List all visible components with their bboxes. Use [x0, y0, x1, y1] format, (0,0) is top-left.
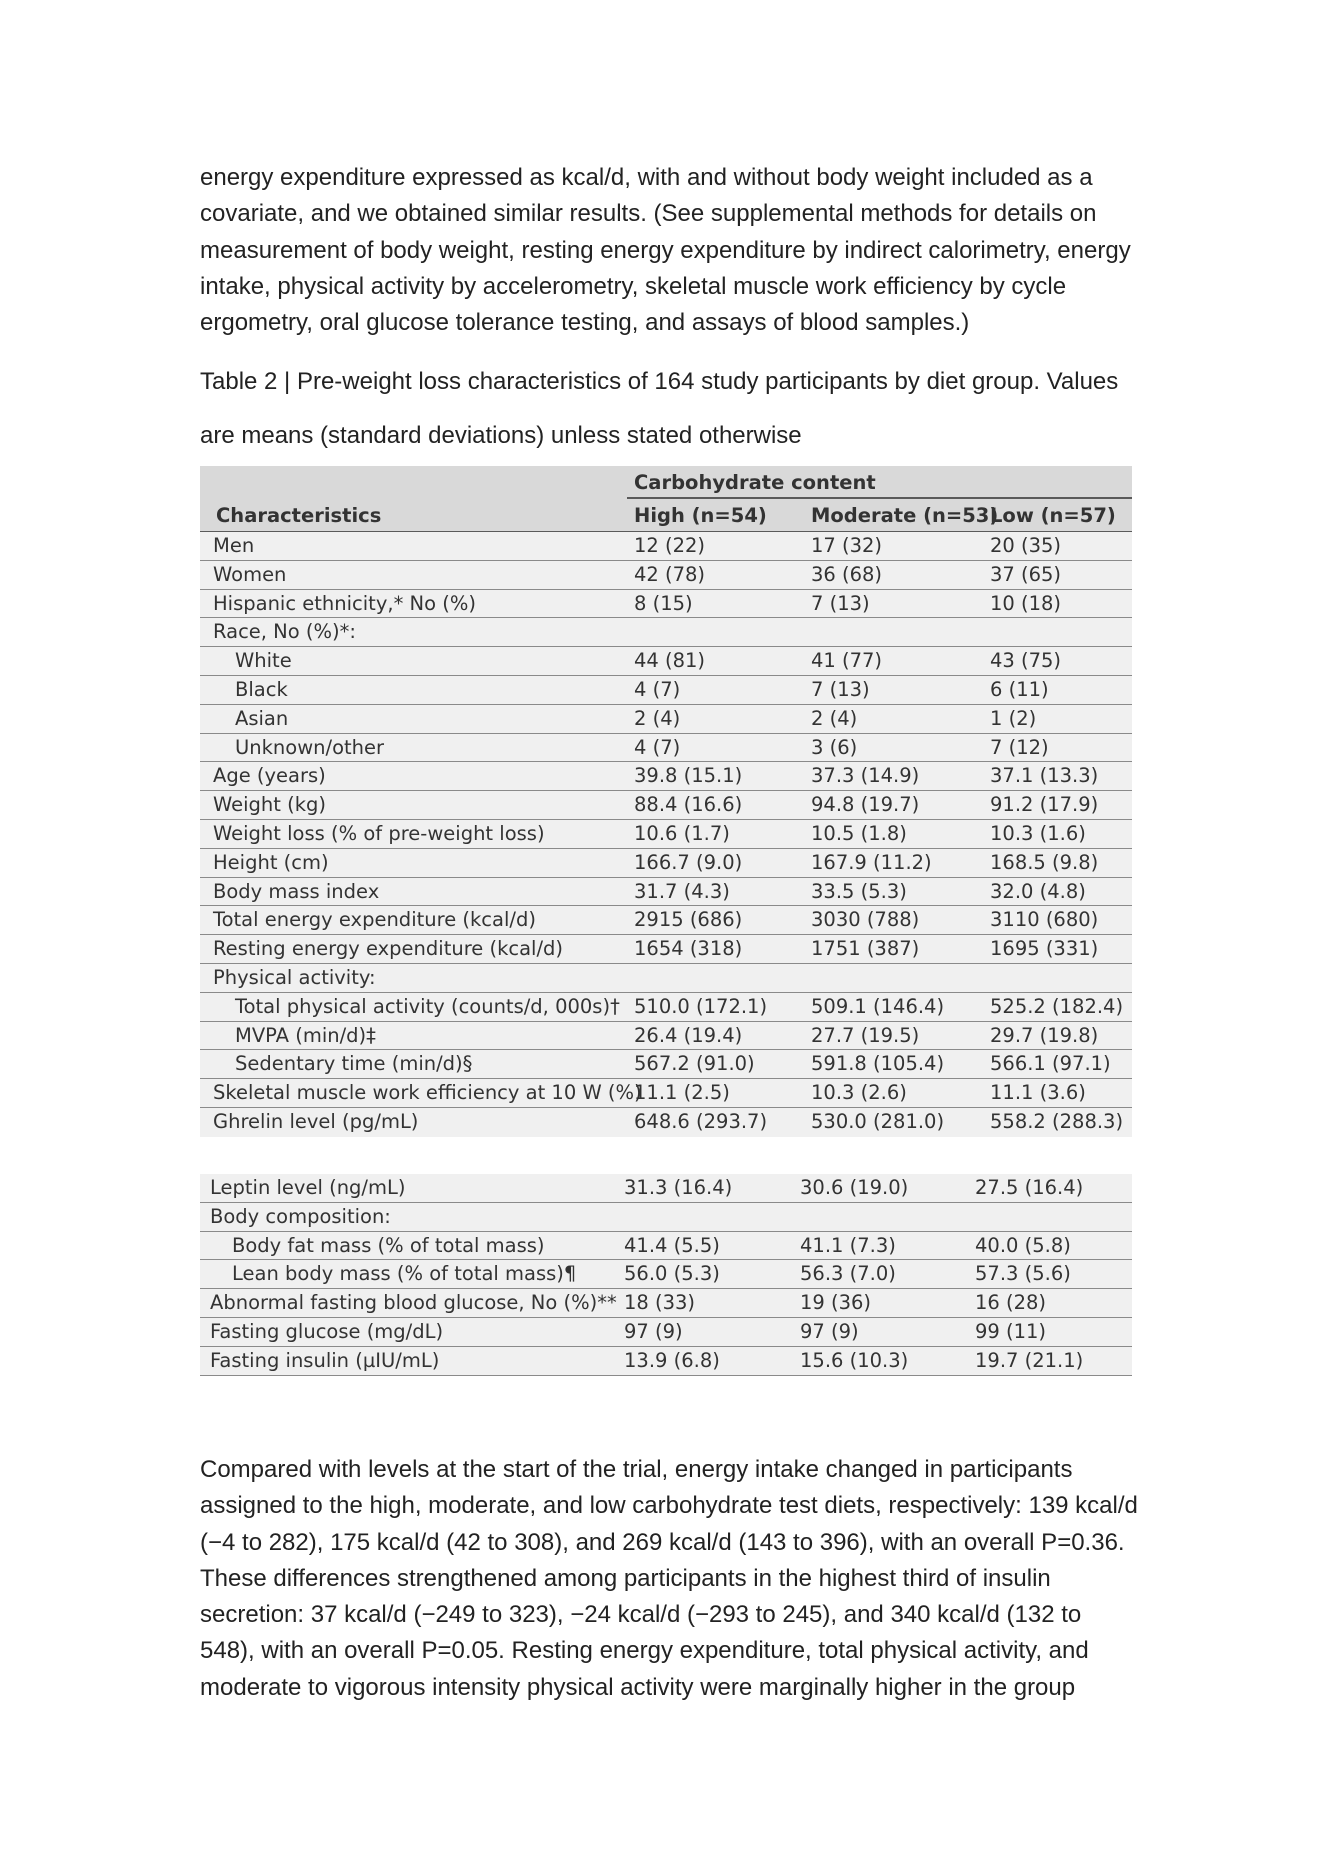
cell-high: 41.4 (5.5) [624, 1233, 720, 1257]
row-label: Weight loss (% of pre-weight loss) [213, 821, 545, 845]
cell-moderate: 37.3 (14.9) [811, 764, 920, 788]
table-row [200, 993, 1132, 1022]
cell-low: 20 (35) [990, 534, 1062, 557]
table-body-part2 [200, 1174, 1132, 1376]
cell-moderate: 41 (77) [811, 649, 883, 673]
cell-moderate: 7 (13) [811, 591, 870, 615]
table-row [200, 561, 1132, 590]
table-row [200, 762, 1132, 791]
cell-moderate: 2 (4) [811, 706, 858, 730]
closing-paragraph: Compared with levels at the start of the trial, energy intake changed in participants assigned to the high, moderate, and low carbohydrate test diets, respectively: 139 kcal/d (−4 to 282), 175 kcal/d (42 to 308), and 269 kcal/d (143 to 396), with an overall P=0.36. These differences strengthened among participants in the highest third of insulin secretion: 37 kcal/d (−249 to 323), −24 kcal/d (−293 to 245), and 340 kcal/d (132 to 548), with an overall P=0.05. Resting energy expenditure, total physical activity, and moderate to vigorous intensity physical activity were marginally higher in the group [200, 1456, 1138, 1701]
table-row [200, 1318, 1132, 1347]
row-label: Black [235, 677, 288, 701]
table-row [200, 906, 1132, 935]
row-label: Hispanic ethnicity,* No (%) [213, 591, 476, 615]
characteristics-table-continued [200, 1174, 1132, 1376]
cell-moderate: 10.3 (2.6) [811, 1081, 907, 1105]
table-row [200, 1079, 1132, 1108]
row-label: Women [213, 562, 287, 586]
cell-moderate: 19 (36) [800, 1291, 872, 1315]
cell-low: 43 (75) [990, 649, 1062, 673]
row-label: Fasting glucose (mg/dL) [210, 1319, 444, 1343]
row-label: Lean body mass (% of total mass)¶ [232, 1262, 577, 1286]
cell-low: 37.1 (13.3) [990, 764, 1099, 788]
cell-moderate: 27.7 (19.5) [811, 1023, 920, 1047]
table-row [200, 590, 1132, 619]
row-label: Sedentary time (min/d)§ [235, 1052, 473, 1076]
cell-low: 1695 (331) [990, 937, 1099, 961]
row-label: MVPA (min/d)‡ [235, 1023, 376, 1047]
row-label: Body fat mass (% of total mass) [232, 1233, 545, 1257]
cell-low: 29.7 (19.8) [990, 1023, 1099, 1047]
characteristics-table [200, 466, 1132, 1137]
cell-high: 11.1 (2.5) [634, 1081, 730, 1105]
cell-high: 2915 (686) [634, 908, 743, 932]
table-row [200, 1232, 1132, 1261]
cell-high: 12 (22) [634, 534, 706, 557]
cell-moderate: 97 (9) [800, 1319, 859, 1343]
cell-low: 37 (65) [990, 562, 1062, 586]
cell-high: 4 (7) [634, 735, 681, 759]
table-row [200, 676, 1132, 705]
cell-low: 16 (28) [975, 1291, 1047, 1315]
row-label: Abnormal fasting blood glucose, No (%)** [210, 1291, 617, 1315]
cell-low: 57.3 (5.6) [975, 1262, 1071, 1286]
table-row [200, 791, 1132, 820]
cell-moderate: 30.6 (19.0) [800, 1176, 909, 1199]
table-row [200, 1260, 1132, 1289]
cell-high: 56.0 (5.3) [624, 1262, 720, 1286]
cell-high: 31.3 (16.4) [624, 1176, 733, 1199]
intro-paragraph: energy expenditure expressed as kcal/d, with and without body weight included as a covariate, and we obtained similar results. (See supplemental methods for details on measurement of body weight, resting energy expenditure by indirect calorimetry, energy intake, physical activity by accelerometry, skeletal muscle work efficiency by cycle ergometry, oral glucose tolerance testing, and assays of blood samples.) [200, 164, 1131, 337]
cell-low: 99 (11) [975, 1319, 1047, 1343]
row-label: Unknown/other [235, 735, 385, 759]
cell-moderate: 591.8 (105.4) [811, 1052, 945, 1076]
table-row [200, 734, 1132, 763]
table-row [200, 1289, 1132, 1318]
cell-high: 510.0 (172.1) [634, 994, 768, 1018]
table-row [200, 964, 1132, 993]
cell-low: 19.7 (21.1) [975, 1348, 1084, 1372]
cell-low: 32.0 (4.8) [990, 879, 1086, 903]
column-header-characteristics: Characteristics [216, 504, 382, 527]
cell-low: 11.1 (3.6) [990, 1081, 1086, 1105]
cell-low: 566.1 (97.1) [990, 1052, 1111, 1076]
table-row [200, 878, 1132, 907]
row-label: Weight (kg) [213, 793, 327, 817]
cell-moderate: 17 (32) [811, 534, 883, 557]
cell-low: 6 (11) [990, 677, 1049, 701]
cell-moderate: 530.0 (281.0) [811, 1109, 945, 1133]
cell-low: 7 (12) [990, 735, 1049, 759]
cell-low: 558.2 (288.3) [990, 1109, 1124, 1133]
table-body-part1 [200, 532, 1132, 1137]
table-header [200, 466, 1132, 532]
table-row [200, 849, 1132, 878]
cell-low: 10 (18) [990, 591, 1062, 615]
table-row [200, 1174, 1132, 1203]
table-row [200, 532, 1132, 561]
column-header-high: High (n=54) [634, 504, 767, 527]
cell-moderate: 41.1 (7.3) [800, 1233, 896, 1257]
row-label: Leptin level (ng/mL) [210, 1176, 406, 1199]
cell-high: 648.6 (293.7) [634, 1109, 768, 1133]
table-row [200, 1203, 1132, 1232]
cell-moderate: 10.5 (1.8) [811, 821, 907, 845]
table-row [200, 1022, 1132, 1051]
cell-low: 168.5 (9.8) [990, 850, 1099, 874]
column-header-moderate: Moderate (n=53) [811, 504, 999, 527]
cell-moderate: 7 (13) [811, 677, 870, 701]
table-row [200, 1050, 1132, 1079]
row-label: Height (cm) [213, 850, 329, 874]
table-row [200, 705, 1132, 734]
cell-high: 13.9 (6.8) [624, 1348, 720, 1372]
cell-low: 525.2 (182.4) [990, 994, 1124, 1018]
cell-low: 27.5 (16.4) [975, 1176, 1084, 1199]
row-label: Body mass index [213, 879, 380, 903]
cell-high: 26.4 (19.4) [634, 1023, 743, 1047]
cell-moderate: 15.6 (10.3) [800, 1348, 909, 1372]
cell-moderate: 167.9 (11.2) [811, 850, 932, 874]
cell-low: 3110 (680) [990, 908, 1099, 932]
cell-high: 97 (9) [624, 1319, 683, 1343]
cell-low: 91.2 (17.9) [990, 793, 1099, 817]
cell-low: 40.0 (5.8) [975, 1233, 1071, 1257]
row-label: Race, No (%)*: [213, 620, 356, 644]
table-caption: Table 2 | Pre-weight loss characteristics of 164 study participants by diet group. Values are means (standard deviations) unless stated otherwise [200, 368, 1119, 449]
column-header-low: Low (n=57) [990, 504, 1116, 527]
row-label: Total physical activity (counts/d, 000s)† [235, 994, 620, 1018]
row-label: Fasting insulin (µIU/mL) [210, 1348, 440, 1372]
cell-moderate: 509.1 (146.4) [811, 994, 945, 1018]
row-label: Ghrelin level (pg/mL) [213, 1109, 419, 1133]
table-row [200, 618, 1132, 647]
cell-moderate: 36 (68) [811, 562, 883, 586]
cell-moderate: 33.5 (5.3) [811, 879, 907, 903]
table-row [200, 935, 1132, 964]
group-header: Carbohydrate content [634, 471, 876, 494]
table-row [200, 1347, 1132, 1376]
cell-low: 10.3 (1.6) [990, 821, 1086, 845]
cell-high: 10.6 (1.7) [634, 821, 730, 845]
cell-moderate: 94.8 (19.7) [811, 793, 920, 817]
row-label: Asian [235, 706, 289, 730]
cell-high: 567.2 (91.0) [634, 1052, 755, 1076]
cell-moderate: 3 (6) [811, 735, 858, 759]
row-label: Resting energy expenditure (kcal/d) [213, 937, 564, 961]
cell-high: 8 (15) [634, 591, 693, 615]
cell-high: 39.8 (15.1) [634, 764, 743, 788]
table-row [200, 820, 1132, 849]
cell-high: 31.7 (4.3) [634, 879, 730, 903]
cell-high: 2 (4) [634, 706, 681, 730]
row-label: Skeletal muscle work efficiency at 10 W (%) [213, 1081, 642, 1105]
cell-moderate: 3030 (788) [811, 908, 920, 932]
cell-high: 44 (81) [634, 649, 706, 673]
cell-high: 166.7 (9.0) [634, 850, 743, 874]
group-header-rule [627, 497, 1132, 499]
cell-high: 88.4 (16.6) [634, 793, 743, 817]
row-label: Age (years) [213, 764, 326, 788]
cell-high: 4 (7) [634, 677, 681, 701]
cell-high: 42 (78) [634, 562, 706, 586]
cell-low: 1 (2) [990, 706, 1037, 730]
table-row [200, 647, 1132, 676]
cell-high: 18 (33) [624, 1291, 696, 1315]
cell-moderate: 1751 (387) [811, 937, 920, 961]
cell-moderate: 56.3 (7.0) [800, 1262, 896, 1286]
row-label: Physical activity: [213, 965, 376, 989]
row-label: White [235, 649, 292, 673]
row-label: Total energy expenditure (kcal/d) [213, 908, 536, 932]
table-row [200, 1108, 1132, 1137]
row-label: Men [213, 534, 255, 557]
row-label: Body composition: [210, 1204, 391, 1228]
cell-high: 1654 (318) [634, 937, 743, 961]
